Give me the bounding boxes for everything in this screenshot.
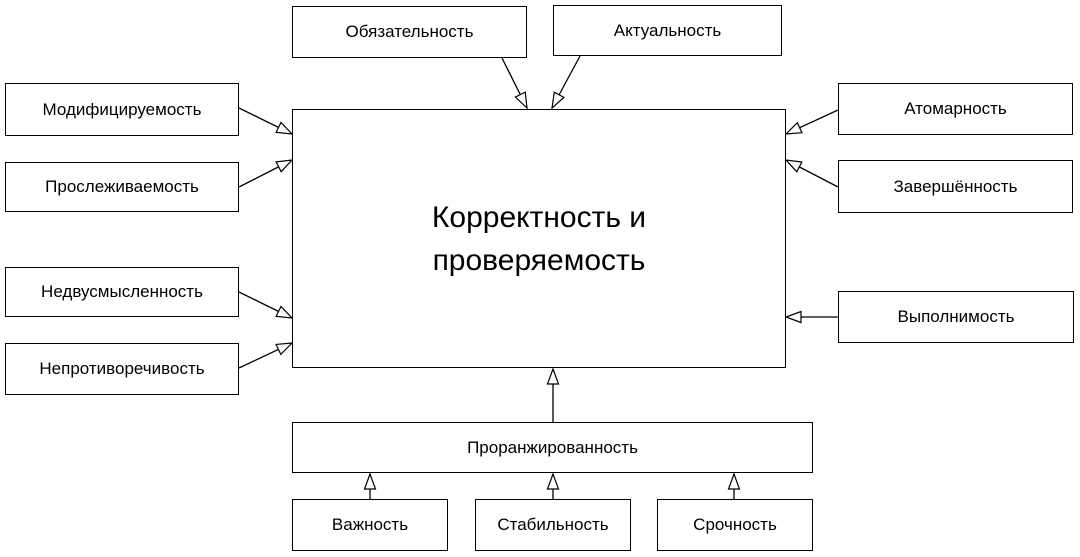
node-label: Срочность xyxy=(693,515,777,535)
node-label: Модифицируемость xyxy=(42,99,202,119)
central-title-line1: Корректность и xyxy=(431,200,647,234)
central-title-line2: проверяемость xyxy=(432,243,646,277)
edge-traceability-central xyxy=(239,160,292,187)
edge-modifiability-central xyxy=(239,108,292,134)
node-atomicity xyxy=(838,83,1073,135)
edge-completeness-central xyxy=(786,160,838,187)
node-actuality xyxy=(553,5,782,56)
node-label: Обязательность xyxy=(345,22,474,42)
node-obligation xyxy=(292,6,527,58)
node-label: Выполнимость xyxy=(897,307,1015,327)
node-consistency xyxy=(5,343,239,395)
node-unambiguity xyxy=(5,267,239,317)
node-label: Важность xyxy=(331,515,409,535)
node-label: Непротиворечивость xyxy=(39,359,205,379)
node-ranked xyxy=(292,422,813,473)
edge-unambiguity-central xyxy=(239,292,292,318)
node-urgency xyxy=(657,499,813,551)
node-label: Прослеживаемость xyxy=(45,177,199,197)
node-label: Актуальность xyxy=(613,20,722,40)
node-label: Проранжированность xyxy=(467,437,638,457)
node-central xyxy=(292,109,786,368)
edge-consistency-central xyxy=(239,343,292,368)
node-completeness xyxy=(838,160,1073,213)
node-label: Стабильность xyxy=(497,515,609,535)
node-label: Атомарность xyxy=(904,99,1007,119)
node-stability xyxy=(475,499,631,551)
edge-atomicity-central xyxy=(786,110,838,134)
central-title xyxy=(432,196,646,282)
node-importance xyxy=(292,499,448,551)
edge-actuality-central xyxy=(552,56,580,108)
node-traceability xyxy=(5,162,239,212)
node-label: Недвусмысленность xyxy=(41,282,203,302)
edge-obligation-central xyxy=(502,58,527,108)
node-modifiability xyxy=(5,83,239,136)
node-label: Завершённость xyxy=(893,176,1018,196)
node-feasibility xyxy=(838,291,1074,343)
